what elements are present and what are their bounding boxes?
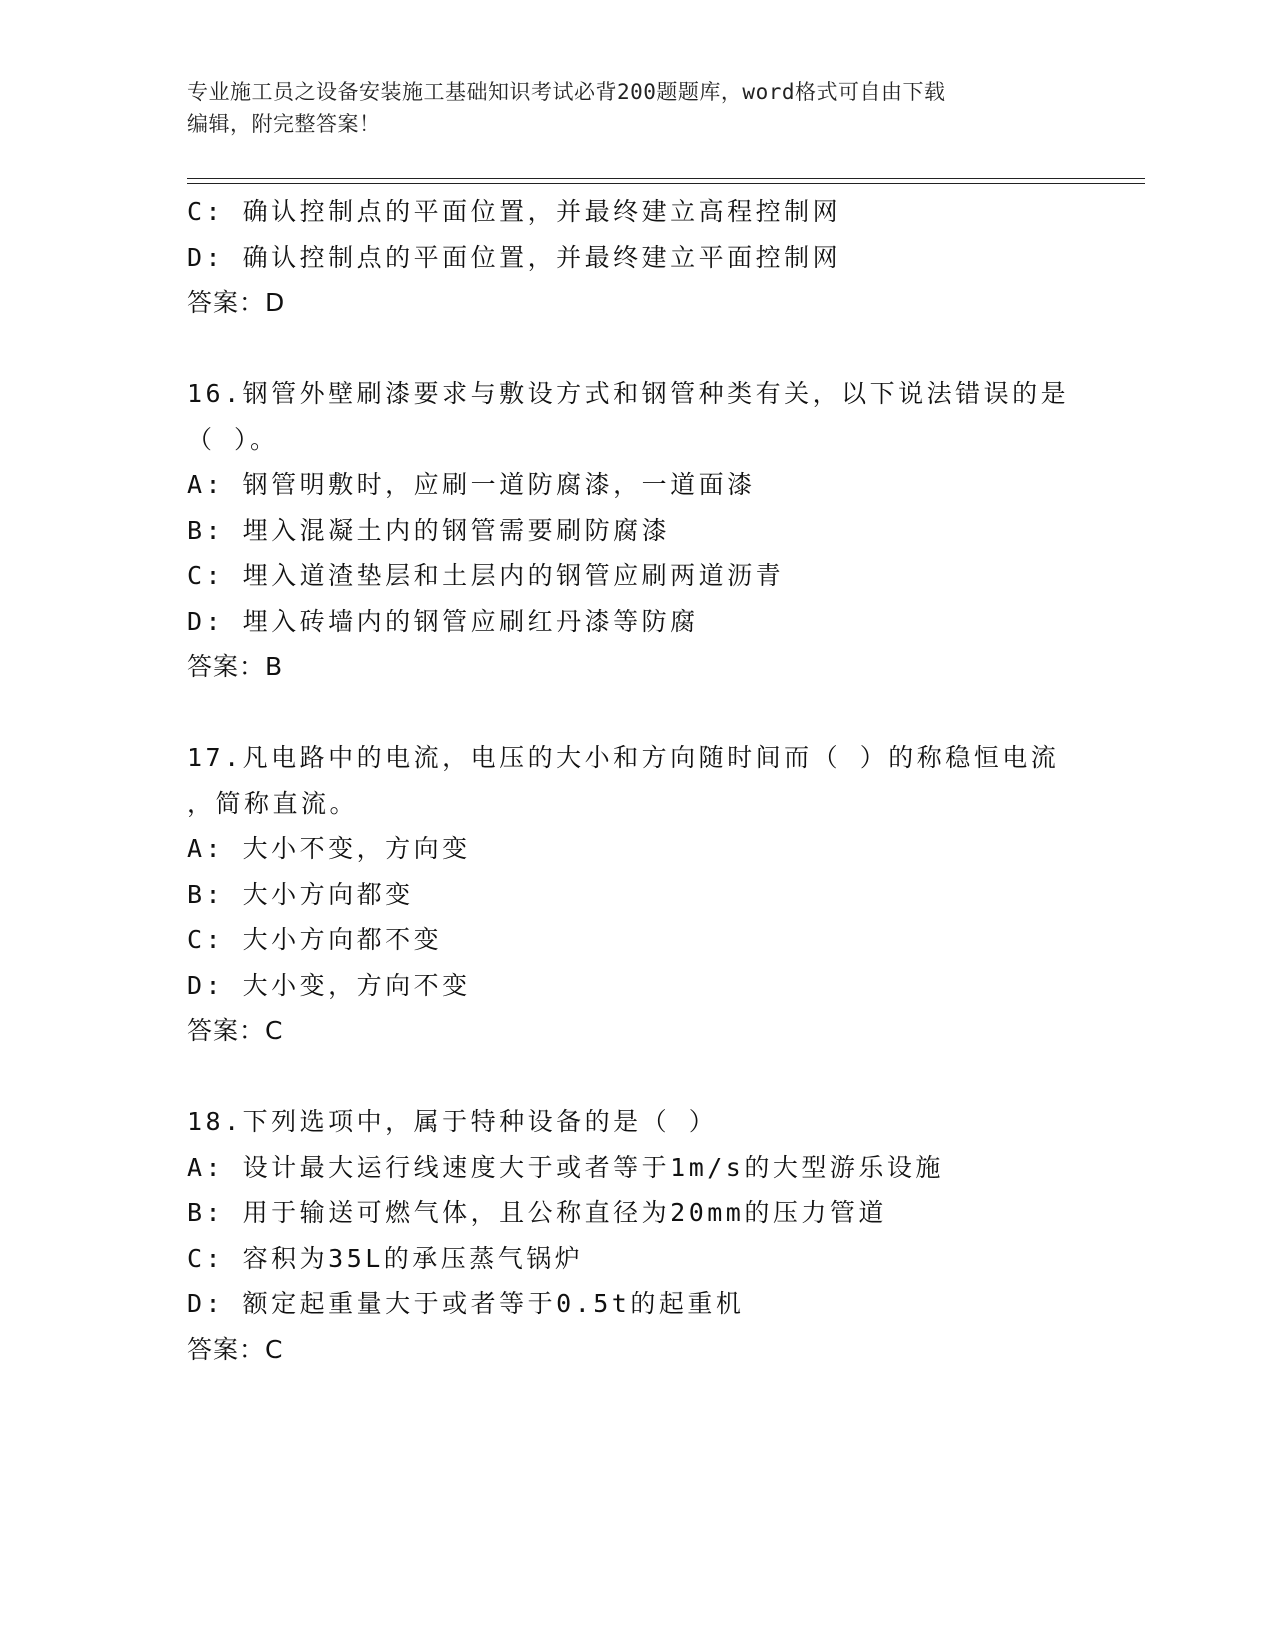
answer-line: 答案：C (187, 1334, 284, 1364)
answer-line: 答案：D (187, 288, 286, 317)
option-c: C: 确认控制点的平面位置，并最终建立高程控制网 (187, 197, 842, 226)
header-divider-top (187, 178, 1145, 179)
question-stem-continued: （ ）。 (187, 424, 279, 454)
option-b: B: 用于输送可燃气体，且公称直径为20mm的压力管道 (187, 1198, 887, 1227)
option-a: A: 钢管明敷时，应刷一道防腐漆，一道面漆 (187, 470, 756, 499)
spacer (187, 326, 1087, 372)
question-stem-continued: ，简称直流。 (187, 788, 359, 818)
option-b: B: 大小方向都变 (187, 879, 414, 909)
option-b: B: 埋入混凝土内的钢管需要刷防腐漆 (187, 515, 671, 545)
option-d: D: 大小变，方向不变 (187, 970, 471, 1000)
option-a: A: 大小不变，方向变 (187, 834, 471, 863)
question-stem: 18.下列选项中，属于特种设备的是（ ） (187, 1107, 718, 1136)
question-17 (187, 735, 1087, 1054)
option-d: D: 埋入砖墙内的钢管应刷红丹漆等防腐 (187, 606, 699, 636)
question-list (187, 189, 1087, 1372)
question-stem: 16.钢管外壁刷漆要求与敷设方式和钢管种类有关，以下说法错误的是 (187, 379, 1070, 408)
option-c: C: 容积为35L的承压蒸气锅炉 (187, 1243, 584, 1273)
question-16 (187, 371, 1087, 690)
option-d: D: 额定起重量大于或者等于0.5t的起重机 (187, 1289, 745, 1318)
option-a: A: 设计最大运行线速度大于或者等于1m/s的大型游乐设施 (187, 1152, 944, 1182)
option-c: C: 大小方向都不变 (187, 925, 443, 954)
question-stem: 17.凡电路中的电流，电压的大小和方向随时间而（ ）的称稳恒电流 (187, 743, 1060, 772)
header-title-line-2: 编辑，附完整答案！ (187, 112, 381, 136)
header-title-line-1: 专业施工员之设备安装施工基础知识考试必背200题题库，word格式可自由下载 (187, 80, 946, 104)
spacer (187, 1054, 1087, 1100)
answer-line: 答案：B (187, 652, 284, 681)
page-header (187, 76, 1087, 140)
question-18 (187, 1099, 1087, 1372)
option-d: D: 确认控制点的平面位置，并最终建立平面控制网 (187, 242, 842, 272)
option-c: C: 埋入道渣垫层和土层内的钢管应刷两道沥青 (187, 561, 785, 590)
header-divider-bottom (187, 183, 1145, 184)
question-15-tail (187, 189, 1087, 326)
answer-line: 答案：C (187, 1016, 284, 1045)
spacer (187, 690, 1087, 736)
